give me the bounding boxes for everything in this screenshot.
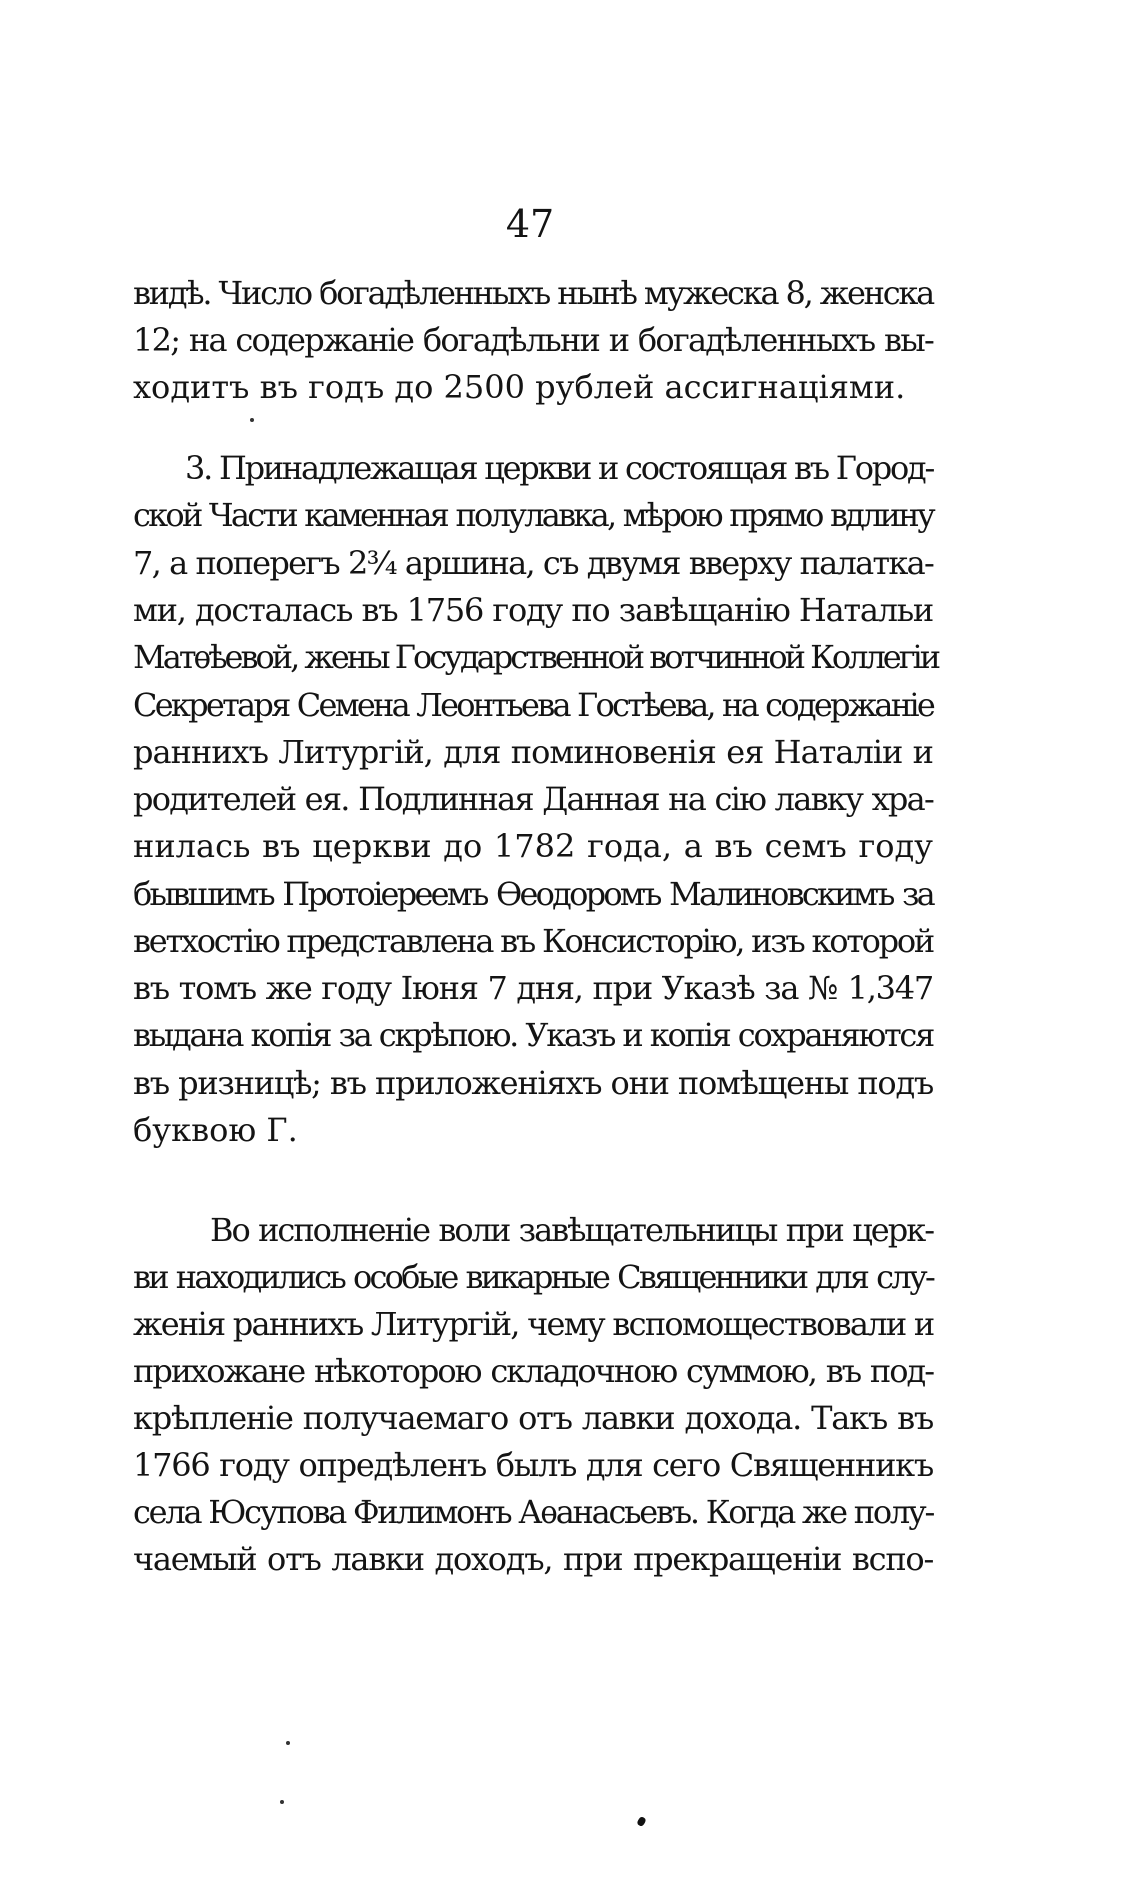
- text-line: буквою Г.: [133, 1111, 298, 1149]
- text-line: Секретаря Семена Леонтьева Гостѣева, на содержаніе: [133, 686, 933, 724]
- ink-speck: [286, 1741, 290, 1745]
- text-line: Во исполненіе воли завѣщательницы при церк-: [210, 1211, 933, 1249]
- text-line: въ ризницѣ; въ приложеніяхъ они помѣщены подъ: [133, 1064, 933, 1102]
- text-line: 3. Принадлежащая церкви и состоящая въ Город-: [185, 449, 933, 487]
- text-line: ми, досталась въ 1756 году по завѣщанію Натальи: [133, 591, 933, 629]
- text-line: нилась въ церкви до 1782 года, а въ семъ году: [133, 827, 933, 865]
- text-line: прихожане нѣкоторою складочною суммою, въ под-: [133, 1352, 933, 1390]
- text-line: 1766 году опредѣленъ былъ для сего Священникъ: [133, 1446, 933, 1484]
- text-line: чаемый отъ лавки доходъ, при прекращеніи вспо-: [133, 1540, 933, 1578]
- ink-speck: [250, 418, 254, 422]
- ink-speck: [280, 1800, 284, 1804]
- text-line: 7, а поперегъ 2¾ аршина, съ двумя вверху палатка-: [133, 544, 933, 582]
- text-line: женія раннихъ Литургій, чему вспомоществовали и: [133, 1305, 934, 1343]
- text-line: ви находились особые викарные Священники для слу-: [133, 1258, 933, 1296]
- text-line: села Юсупова Филимонъ Аѳанасьевъ. Когда же полу-: [133, 1493, 934, 1531]
- text-line: крѣпленіе получаемаго отъ лавки дохода. Такъ въ: [133, 1399, 933, 1437]
- text-line: ветхостію представлена въ Консисторію, изъ которой: [133, 922, 933, 960]
- text-line: въ томъ же году Іюня 7 дня, при Указѣ за № 1,347: [133, 969, 933, 1007]
- text-line: видѣ. Число богадѣленныхъ нынѣ мужеска 8, женска: [133, 274, 933, 312]
- text-line: родителей ея. Подлинная Данная на сію лавку хра-: [133, 780, 933, 818]
- text-line: раннихъ Литургій, для поминовенія ея Наталіи и: [133, 733, 933, 771]
- text-line: ской Части каменная полулавка, мѣрою прямо вдлину: [133, 496, 933, 534]
- text-line: бывшимъ Протоіереемъ Ѳеодоромъ Малиновскимъ за: [133, 875, 933, 913]
- text-line: выдана копія за скрѣпою. Указъ и копія сохраняются: [133, 1016, 933, 1054]
- ink-blot: [636, 1816, 647, 1827]
- text-line: ходитъ въ годъ до 2500 рублей ассигнаціями.: [133, 368, 906, 406]
- text-line: 12; на содержаніе богадѣльни и богадѣленныхъ вы-: [133, 321, 933, 359]
- page-number: 47: [505, 202, 555, 246]
- text-line: Матѳѣевой, жены Государственной вотчинной Коллегіи: [133, 638, 939, 676]
